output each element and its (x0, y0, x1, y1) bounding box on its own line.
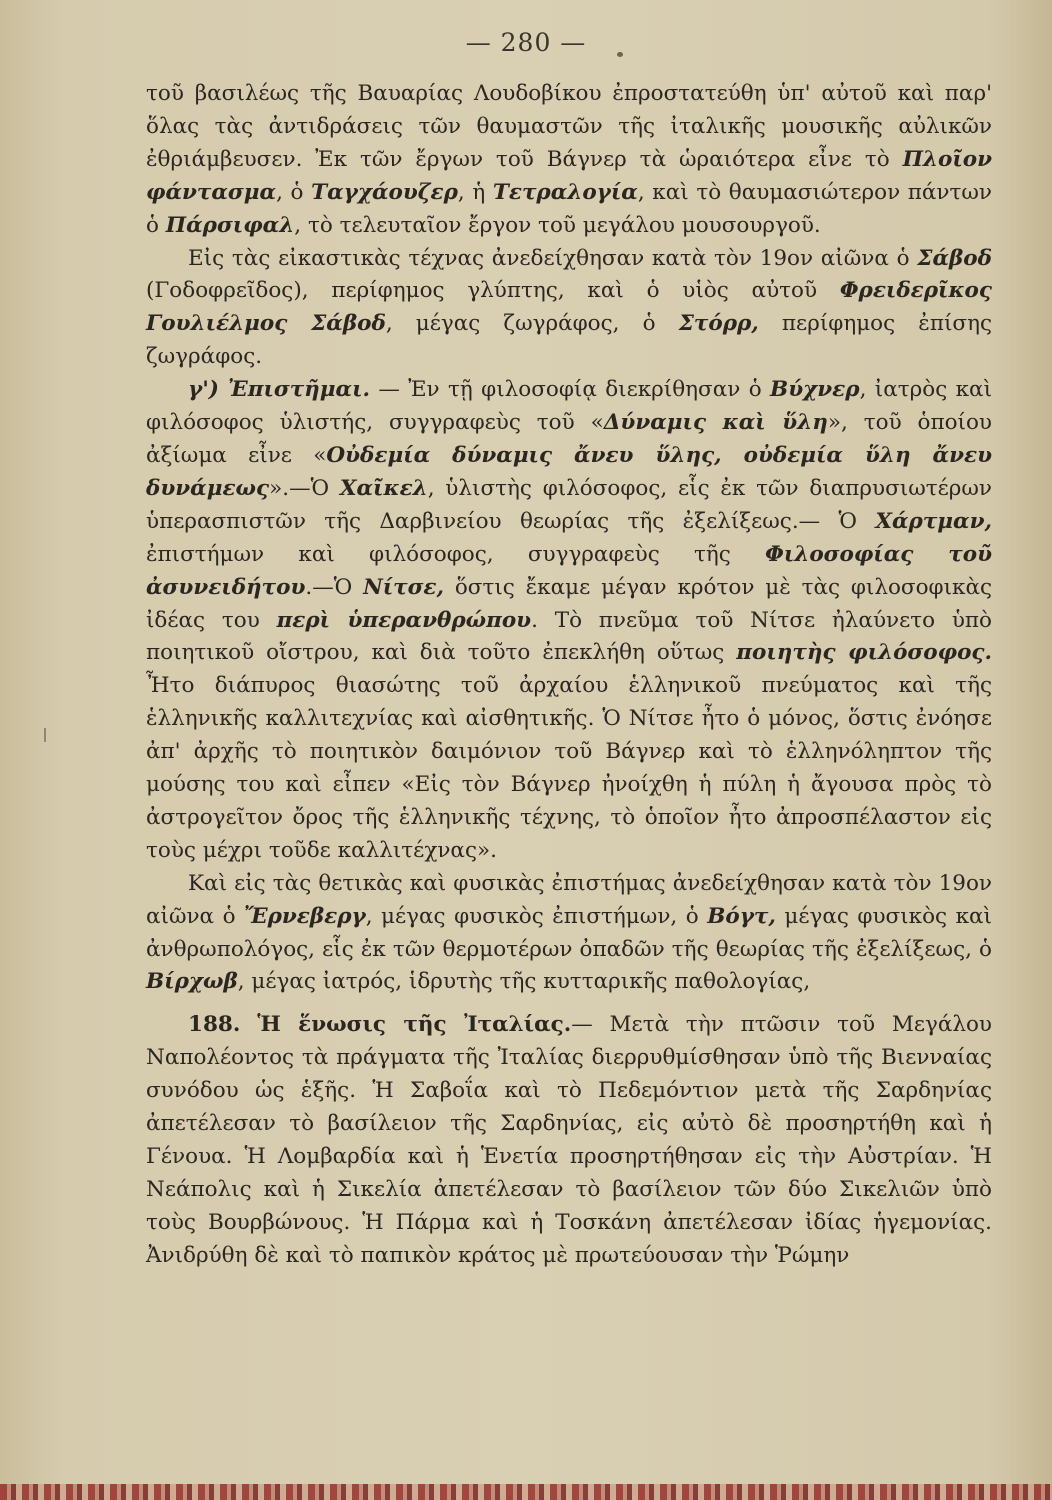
text-run: , ὁ (276, 179, 312, 205)
work-title: Φιλοσοφίας τοῦ ἀσυνειδήτου (146, 541, 992, 600)
text-run: — Ἐν τῇ φιλοσοφίᾳ διεκρίθησαν ὁ (369, 377, 771, 403)
text-run: .—Ὁ (305, 574, 364, 600)
subsection-heading: γ') Ἐπιστῆμαι. (188, 377, 370, 403)
text-run: (Γοδοφρεῖδος), περίφημος γλύπτης, καὶ ὁ υἱὸς αὐτοῦ (146, 278, 840, 304)
paragraph-sciences (146, 374, 992, 868)
work-title: Πάρσιφαλ (165, 212, 295, 238)
person-name: Σάβοδ (917, 245, 992, 271)
text-run: Καὶ εἰς τὰς θετικὰς καὶ φυσικὰς ἐπιστήμας ἀνεδείχθησαν κατὰ τὸν 19ον αἰῶνα ὁ (146, 870, 992, 929)
text-run: , μέγας ζωγράφος, ὁ (385, 311, 679, 337)
work-title: Ταγχάουζερ (311, 179, 458, 205)
page-number: — 280 — (465, 28, 587, 57)
text-run: , ἰατρὸς καὶ φιλόσοφος ὑλιστής, συγγραφεὺς τοῦ « (146, 377, 993, 436)
text-run: — Μετὰ τὴν πτῶσιν τοῦ Μεγάλου Ναπολέοντος τὰ πράγματα τῆς Ἰταλίας διερρυθμίσθησαν ὑπὸ τῆς Βιενναίας συνόδου ὡς ἑξῆς. Ἡ Σαβοΐα καὶ τὸ Πεδεμόντιον μετὰ τῆς Σαρδηνίας ἀπετέλεσαν τὸ βασίλειον τῆς Σαρδηνίας, εἰς αὐτὸ δὲ προσηρτήθη καὶ ἡ Γένουα. Ἡ Λομβαρδία καὶ ἡ Ἑνετία προσηρτήθησαν εἰς τὴν Αὐστρίαν. Ἡ Νεάπολις καὶ ἡ Σικελία ἀπετέλεσαν τὸ βασίλειον τῶν δύο Σικελιῶν ὑπὸ τοὺς Βουρβώνους. Ἡ Πάρμα καὶ ἡ Τοσκάνη ἀπετέλεσαν ἰδίας ἡγεμονίας. Ἀνιδρύθη δὲ καὶ τὸ παπικὸν κράτος μὲ πρωτεύουσαν τὴν Ῥώμην (146, 1012, 992, 1268)
paragraph-natural-sciences (146, 868, 992, 1000)
work-title: Πλοῖον φάντασμα (146, 146, 992, 205)
text-run: », τοῦ ὁποίου ἀξίωμα εἶνε « (146, 410, 993, 468)
quotation: Οὐδεμία δύναμις ἄνευ ὕλης, οὐδεμία ὕλη ἄνευ δυνάμεως (146, 442, 992, 501)
text-run: ἐπιστήμων καὶ φιλόσοφος, συγγραφεὺς τῆς (146, 541, 766, 567)
epithet: ποιητὴς φιλόσοφος. (736, 640, 992, 666)
section-number: 188. (188, 1012, 241, 1038)
person-name: Φρειδερῖκος Γουλιέλμος Σάβοδ (146, 278, 992, 337)
text-run: , μέγας φυσικὸς ἐπιστήμων, ὁ (365, 903, 708, 929)
section-title: Ἡ ἕνωσις τῆς Ἰταλίας. (257, 1012, 572, 1038)
margin-mark (44, 728, 46, 742)
person-name: Βόγτ, (707, 903, 776, 929)
text-run: μέγας φυσικὸς καὶ ἀνθρωπολόγος, εἷς ἐκ τῶν θερμοτέρων ὀπαδῶν τῆς θεωρίας τῆς ἐξελίξεως, ὁ (146, 903, 992, 962)
body-text (146, 78, 992, 1273)
text-run: ».—Ὁ (269, 475, 340, 501)
text-run: , ἡ (457, 179, 493, 205)
text-run: τοῦ βασιλέως τῆς Βαυαρίας Λουδοβίκου ἐπροστατεύθη ὑπ' αὐτοῦ καὶ παρ' ὅλας τὰς ἀντιδράσεις τῶν θαυμαστῶν τῆς ἰταλικῆς μουσικῆς αὐλικῶν ἐθριάμβευσεν. Ἐκ τῶν ἔργων τοῦ Βάγνερ τὰ ὡραιότερα εἶνε τὸ (146, 81, 992, 172)
person-name: Στόρρ, (678, 311, 759, 337)
text-run: , μέγας ἰατρός, ἱδρυτὴς τῆς κυτταρικῆς παθολογίας, (237, 969, 811, 995)
person-name: Βίρχωβ (146, 969, 238, 995)
paragraph-wagner (146, 78, 992, 243)
text-run: , ὑλιστὴς φιλόσοφος, εἷς ἐκ τῶν διαπρυσιωτέρων ὑπερασπιστῶν τῆς Δαρβινείου θεωρίας τῆς ἐξελίξεως.— Ὁ (146, 475, 992, 534)
paragraph-visual-arts (146, 243, 992, 375)
person-name: Χαῖκελ (339, 475, 428, 501)
text-run: Ἦτο διάπυρος θιασώτης τοῦ ἀρχαίου ἑλληνικοῦ πνεύματος καὶ τῆς ἑλληνικῆς καλλιτεχνίας καὶ αἰσθητικῆς. Ὁ Νίτσε ἦτο ὁ μόνος, ὅστις ἐνόησε ἀπ' ἀρχῆς τὸ ποιητικὸν δαιμόνιον τοῦ Βάγνερ καὶ τὸ ἑλληνόληπτον τῆς μούσης του καὶ εἶπεν «Εἰς τὸν Βάγνερ ἠνοίχθη ἡ πύλη ἡ ἄγουσα πρὸς τὸ ἀστρογεῖτον ὄρος τῆς ἑλληνικῆς τέχνης, τὸ ὁποῖον ἦτο ἀπροσπέλαστον εἰς τοὺς μέχρι τοῦδε καλλιτέχνας». (146, 673, 992, 863)
text-run: ὅστις ἔκαμε μέγαν κρότον μὲ τὰς φιλοσοφικὰς ἰδέας του (146, 574, 993, 633)
person-name: Χάρτμαν, (875, 508, 992, 534)
text-run: , τὸ τελευταῖον ἔργον τοῦ μεγάλου μουσουργοῦ. (294, 212, 821, 238)
text-run: , καὶ τὸ θαυμασιώτερον πάντων ὁ (146, 179, 992, 238)
text-run: . Τὸ πνεῦμα τοῦ Νίτσε ἠλαύνετο ὑπὸ ποιητικοῦ οἴστρου, καὶ διὰ τοῦτο ἐπεκλήθη οὕτως (146, 607, 992, 666)
work-title: περὶ ὑπερανθρώπου (276, 607, 532, 633)
person-name: Ἔρνεβεργ (244, 903, 366, 929)
text-run: περίφημος ἐπίσης ζωγράφος. (146, 311, 992, 370)
person-name: Νίτσε, (363, 574, 444, 600)
person-name: Βύχνερ (770, 377, 860, 403)
work-title: Δύναμις καὶ ὕλη (603, 410, 828, 436)
work-title: Τετραλογία (492, 179, 638, 205)
page-bottom-edge (0, 1484, 1052, 1500)
paragraph-italian-unification (146, 1009, 992, 1272)
text-run: Εἰς τὰς εἰκαστικὰς τέχνας ἀνεδείχθησαν κατὰ τὸν 19ον αἰῶνα ὁ (188, 245, 918, 271)
